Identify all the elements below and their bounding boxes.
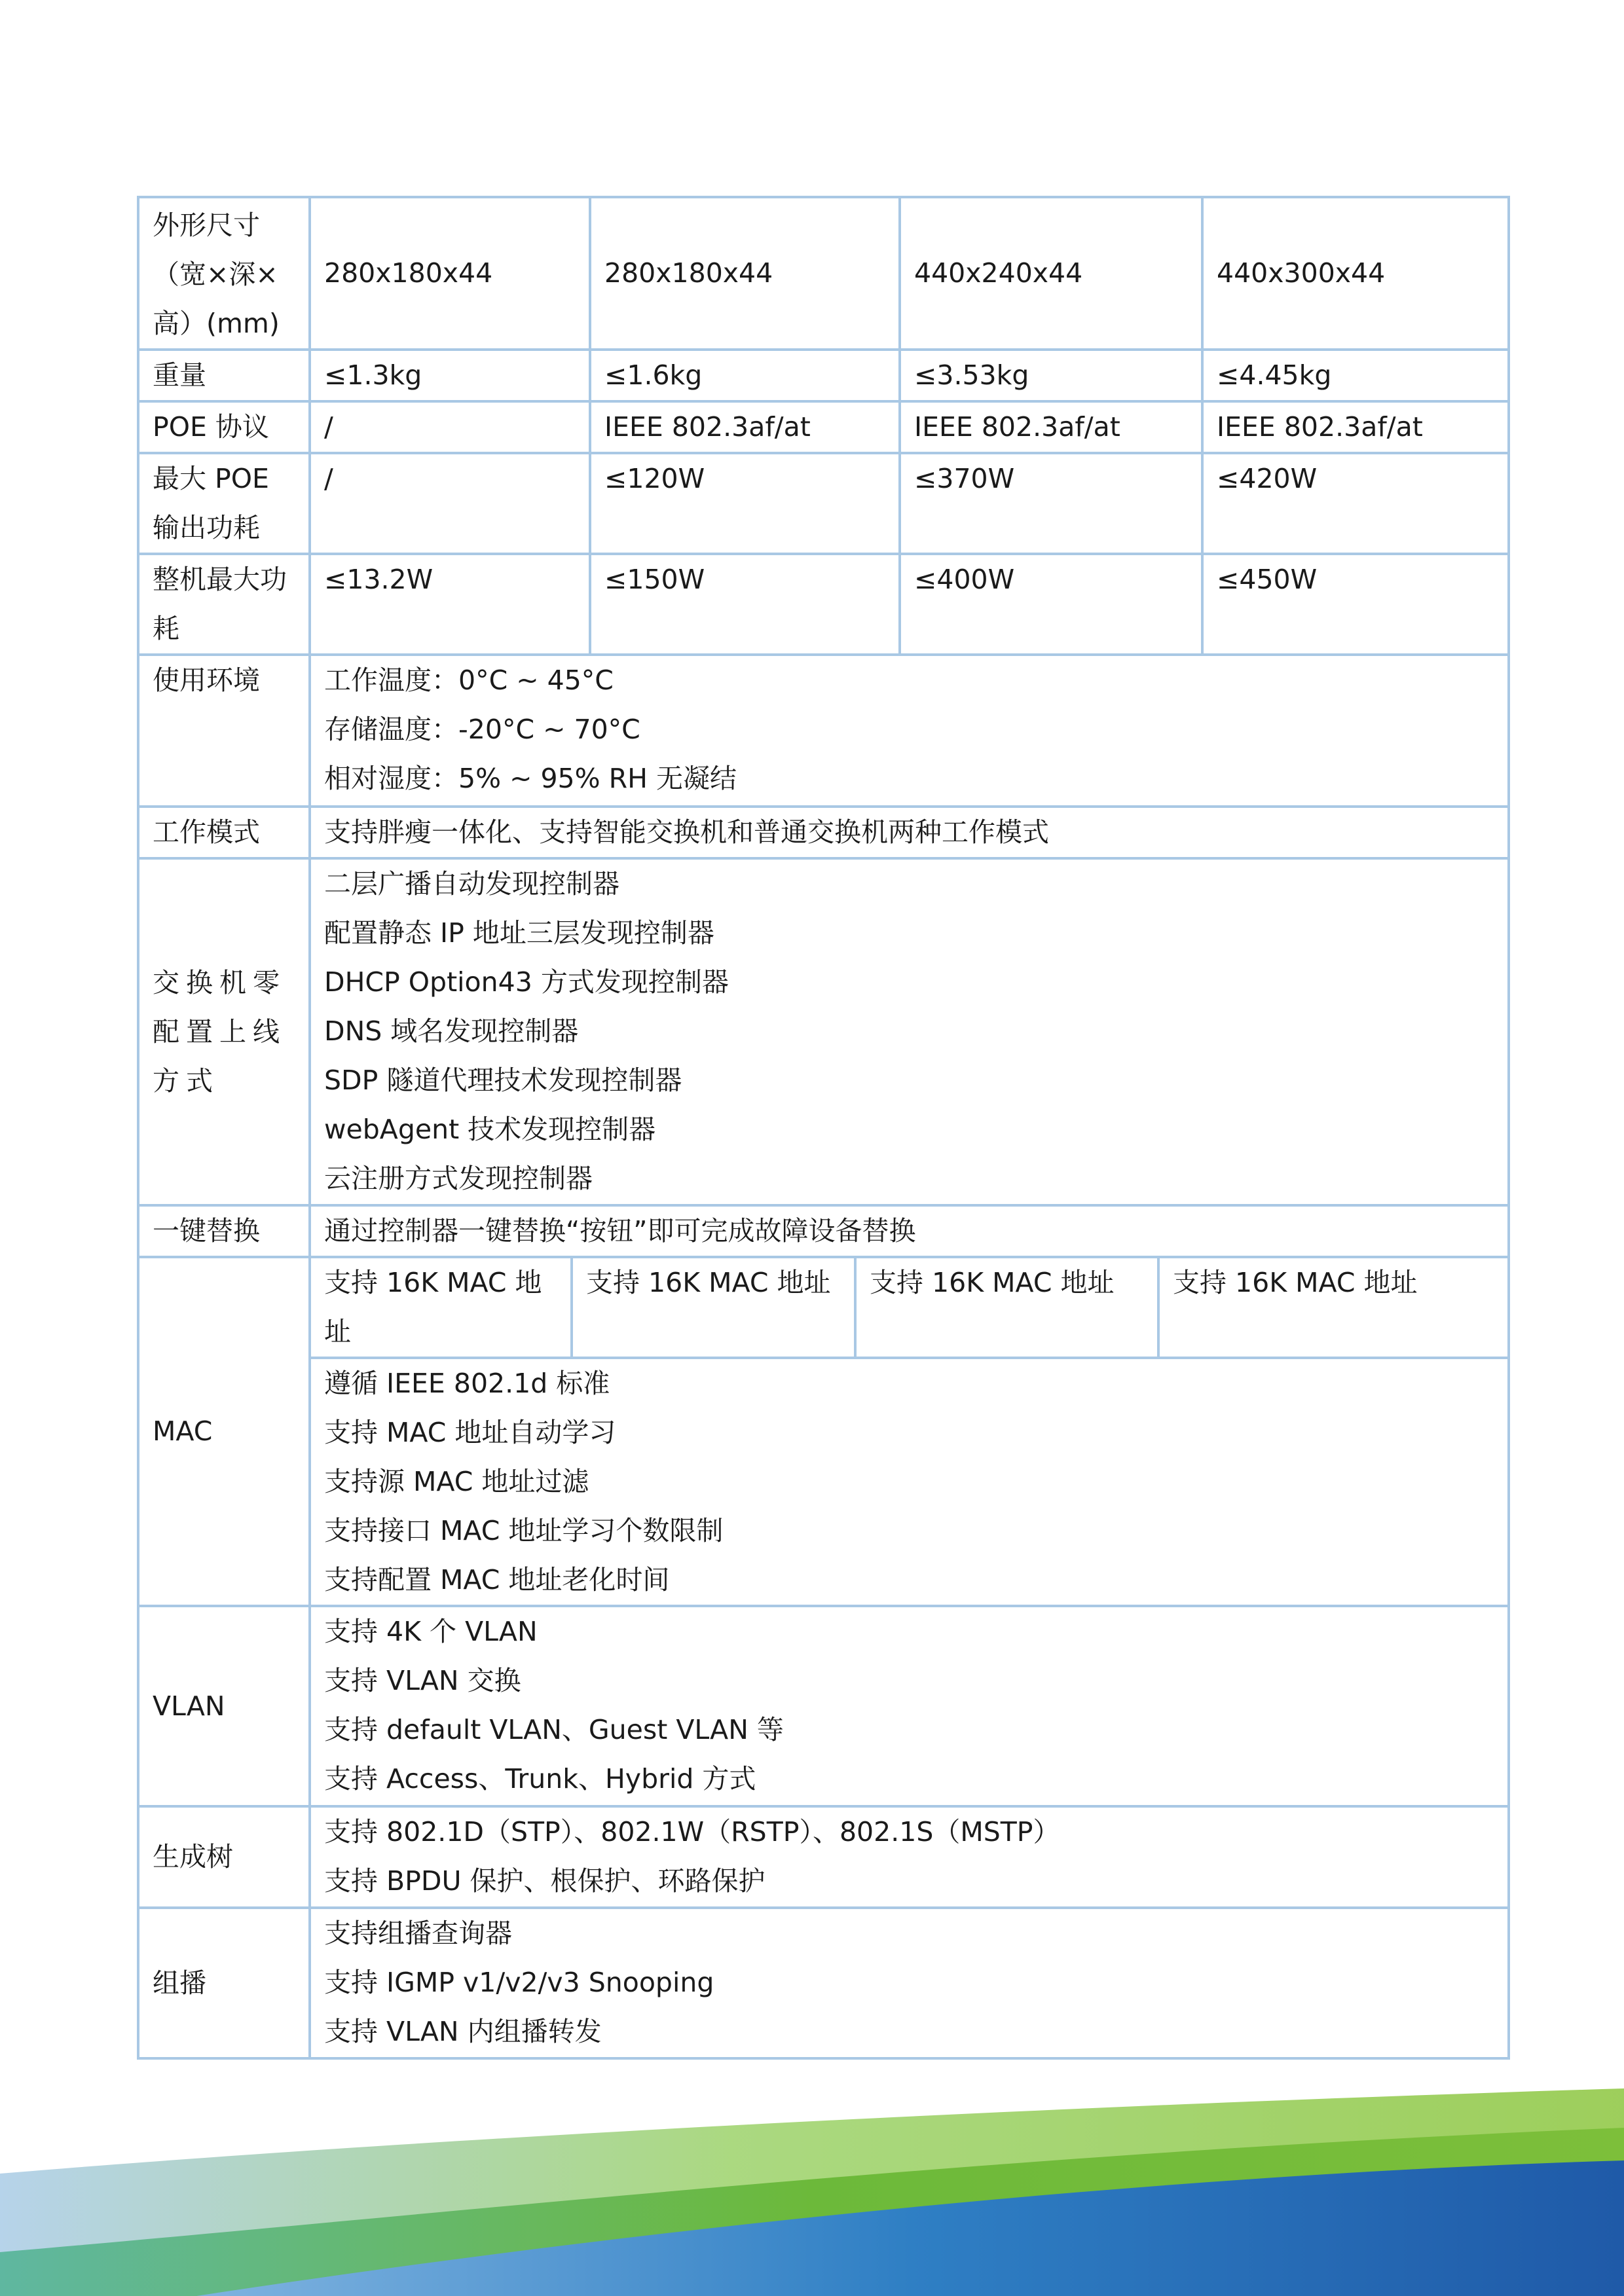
row-label: 使用环境 xyxy=(138,655,310,807)
value-cell xyxy=(310,858,1509,1205)
value-cell xyxy=(310,655,1509,807)
value-cell xyxy=(310,1606,1509,1806)
row-stp xyxy=(138,1806,1509,1908)
text-line: 支持接口 MAC 地址学习个数限制 xyxy=(324,1515,724,1546)
row-work-mode xyxy=(138,807,1509,858)
value-cell xyxy=(310,1257,1509,1606)
row-label: 最大 POE 输出功耗 xyxy=(138,453,310,554)
footer-wave-decoration xyxy=(0,2082,1624,2296)
text-line: 配置静态 IP 地址三层发现控制器 xyxy=(324,917,714,949)
value-cell xyxy=(310,1908,1509,2058)
text-line: 支持 VLAN 交换 xyxy=(324,1665,521,1696)
text-line: 支持 VLAN 内组播转发 xyxy=(324,2016,602,2047)
text-line: 支持 4K 个 VLAN xyxy=(324,1616,538,1647)
text-line: 支持 BPDU 保护、根保护、环路保护 xyxy=(324,1865,766,1897)
text-line: 支持 802.1D（STP）、802.1W（RSTP）、802.1S（MSTP） xyxy=(324,1816,1060,1848)
row-environment xyxy=(138,655,1509,807)
text-line: 支持 default VLAN、Guest VLAN 等 xyxy=(324,1714,784,1745)
row-label: 组播 xyxy=(138,1908,310,2058)
row-vlan xyxy=(138,1606,1509,1806)
value-cell: 440x240x44 xyxy=(900,197,1202,350)
row-mac xyxy=(138,1257,1509,1606)
text-line: 支持 Access、Trunk、Hybrid 方式 xyxy=(324,1763,756,1795)
text-line: DHCP Option43 方式发现控制器 xyxy=(324,966,729,998)
row-multicast xyxy=(138,1908,1509,2058)
row-max-poe xyxy=(138,453,1509,554)
text-line: 支持配置 MAC 地址老化时间 xyxy=(324,1564,670,1595)
mac-capacity-row xyxy=(311,1258,1507,1359)
value-cell: IEEE 802.3af/at xyxy=(590,401,900,453)
value-cell: 通过控制器一键替换“按钮”即可完成故障设备替换 xyxy=(310,1205,1509,1257)
value-cell: ≤450W xyxy=(1202,554,1509,655)
row-label: 整机最大功耗 xyxy=(138,554,310,655)
row-label: 交换机零配置上线方式 xyxy=(138,858,310,1205)
row-zero-config xyxy=(138,858,1509,1205)
row-poe-protocol xyxy=(138,401,1509,453)
text-line: 云注册方式发现控制器 xyxy=(324,1163,593,1194)
value-cell: ≤4.45kg xyxy=(1202,350,1509,401)
value-cell: ≤13.2W xyxy=(310,554,590,655)
value-cell: ≤1.3kg xyxy=(310,350,590,401)
value-cell: ≤420W xyxy=(1202,453,1509,554)
spec-table xyxy=(137,196,1510,2060)
value-cell xyxy=(310,1806,1509,1908)
text-line: DNS 域名发现控制器 xyxy=(324,1015,579,1047)
value-cell: 支持 16K MAC 地址 xyxy=(572,1258,855,1357)
row-label: 重量 xyxy=(138,350,310,401)
row-label: 工作模式 xyxy=(138,807,310,858)
row-label: MAC xyxy=(138,1257,310,1606)
row-label: 生成树 xyxy=(138,1806,310,1908)
row-label: 一键替换 xyxy=(138,1205,310,1257)
value-cell: ≤120W xyxy=(590,453,900,554)
text-line: 支持源 MAC 地址过滤 xyxy=(324,1466,589,1497)
text-line: SDP 隧道代理技术发现控制器 xyxy=(324,1065,682,1096)
text-line: 支持 IGMP v1/v2/v3 Snooping xyxy=(324,1967,714,1998)
row-label: POE 协议 xyxy=(138,401,310,453)
value-cell: 440x300x44 xyxy=(1202,197,1509,350)
text-line: 支持 MAC 地址自动学习 xyxy=(324,1417,616,1448)
row-label: VLAN xyxy=(138,1606,310,1806)
text-line: 支持组播查询器 xyxy=(324,1918,512,1949)
row-label: 外形尺寸（宽×深×高）(mm) xyxy=(138,197,310,350)
text-line: webAgent 技术发现控制器 xyxy=(324,1114,656,1145)
text-line: 存储温度：-20°C ~ 70°C xyxy=(324,714,640,745)
mac-features xyxy=(311,1359,1507,1605)
row-one-key xyxy=(138,1205,1509,1257)
text-line: 二层广播自动发现控制器 xyxy=(324,868,619,900)
value-cell: 支持 16K MAC 地址 xyxy=(324,1267,542,1347)
value-cell: ≤3.53kg xyxy=(900,350,1202,401)
row-size xyxy=(138,197,1509,350)
row-max-power xyxy=(138,554,1509,655)
value-cell: 支持胖瘦一体化、支持智能交换机和普通交换机两种工作模式 xyxy=(310,807,1509,858)
value-cell: IEEE 802.3af/at xyxy=(900,401,1202,453)
text-line: 遵循 IEEE 802.1d 标准 xyxy=(324,1368,610,1399)
value-cell: ≤150W xyxy=(590,554,900,655)
text-line: 工作温度：0°C ~ 45°C xyxy=(324,665,614,696)
value-cell: ≤400W xyxy=(900,554,1202,655)
text-line: 相对湿度：5% ~ 95% RH 无凝结 xyxy=(324,763,737,794)
value-cell: ≤1.6kg xyxy=(590,350,900,401)
value-cell: ≤370W xyxy=(900,453,1202,554)
value-cell: 280x180x44 xyxy=(310,197,590,350)
mac-capacity-table xyxy=(311,1258,1507,1357)
value-cell: / xyxy=(310,453,590,554)
value-cell: / xyxy=(310,401,590,453)
value-cell: 支持 16K MAC 地址 xyxy=(1158,1258,1507,1357)
value-cell: 280x180x44 xyxy=(590,197,900,350)
row-weight xyxy=(138,350,1509,401)
value-cell: IEEE 802.3af/at xyxy=(1202,401,1509,453)
value-cell: 支持 16K MAC 地址 xyxy=(855,1258,1158,1357)
